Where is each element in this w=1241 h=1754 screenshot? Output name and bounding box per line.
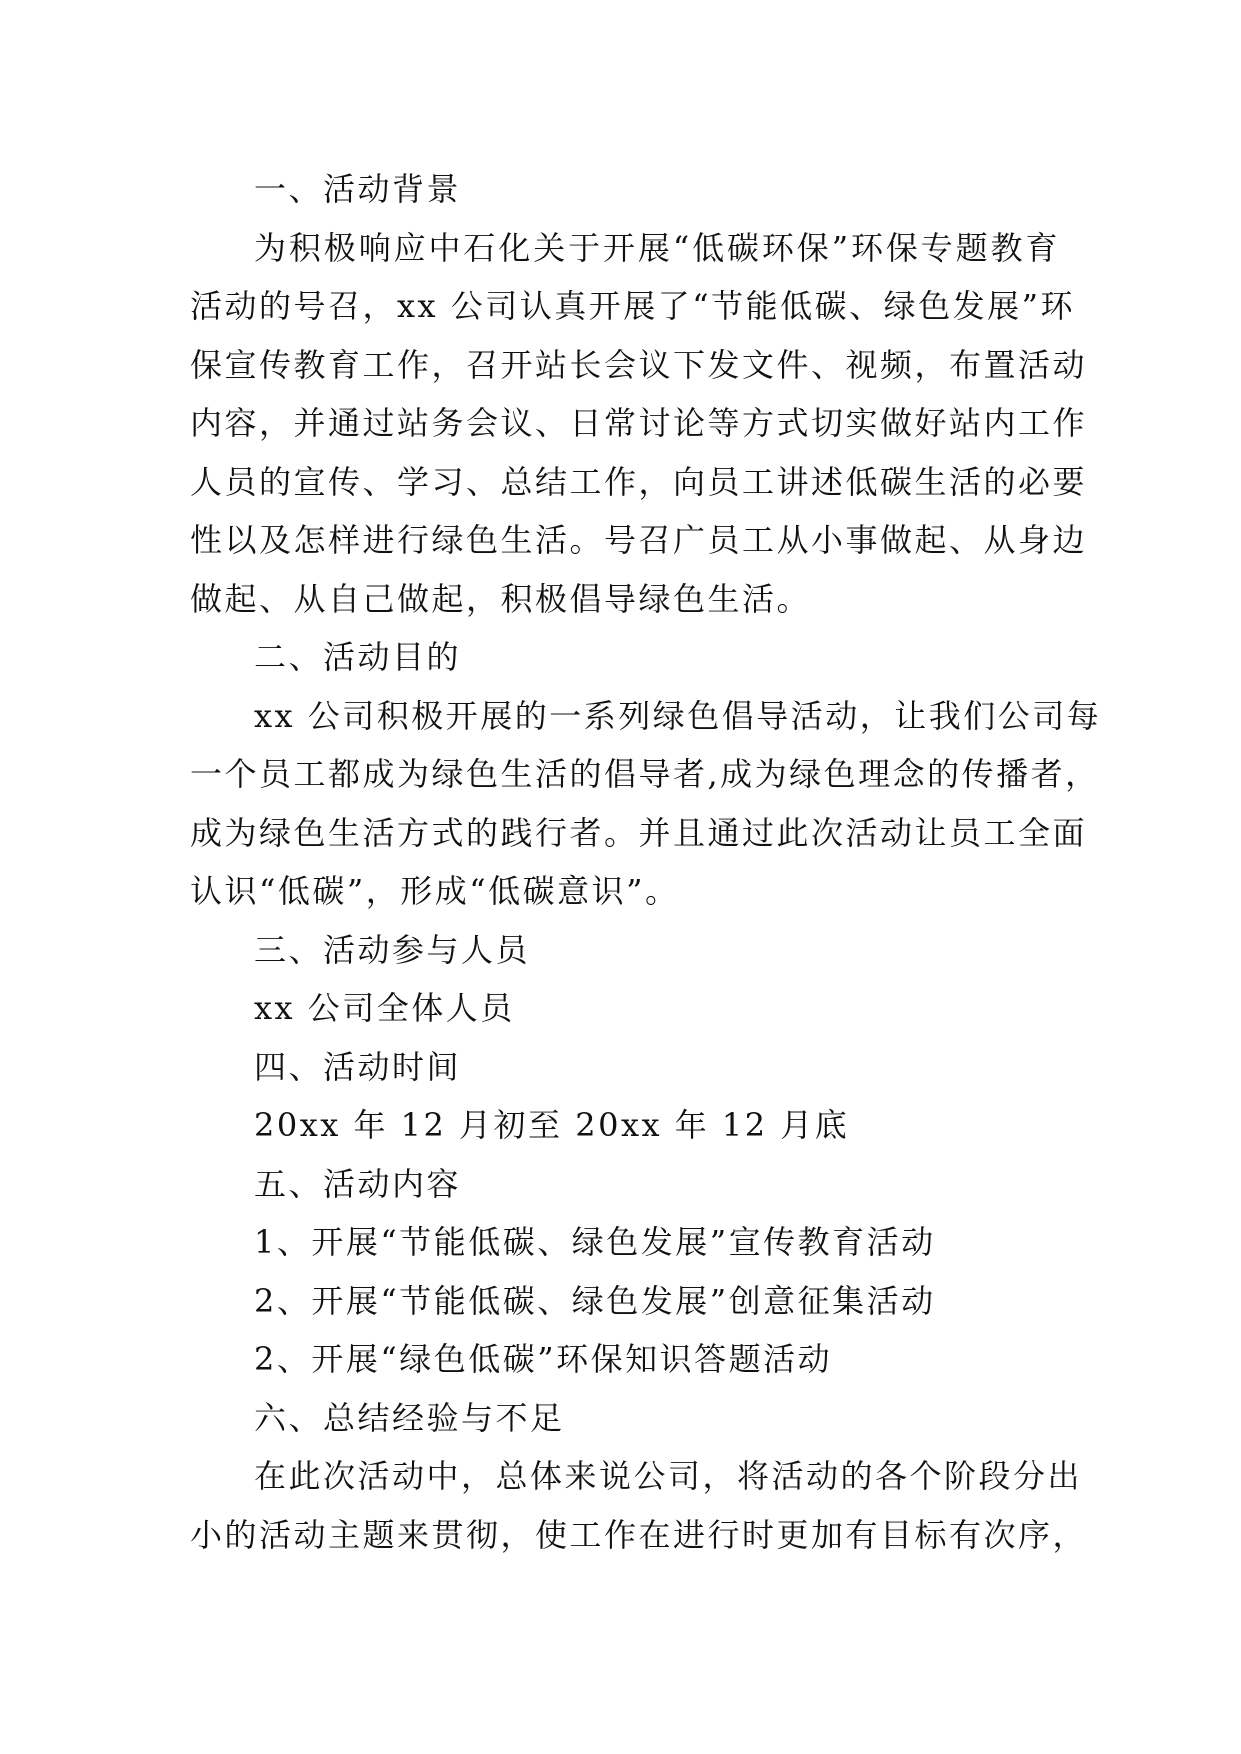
paragraph-line: 20xx 年 12 月初至 20xx 年 12 月底 [254,1106,850,1144]
paragraph-line: xx 公司积极开展的一系列绿色倡导活动，让我们公司每 [254,696,1102,735]
paragraph-line: 在此次活动中，总体来说公司，将活动的各个阶段分出 [254,1457,1083,1495]
paragraph-line: 内容，并通过站务会议、日常讨论等方式切实做好站内工作 [190,404,1088,442]
paragraph-line: 性以及怎样进行绿色生活。号召广员工从小事做起、从身边 [190,521,1088,559]
section-heading-summary: 六、总结经验与不足 [254,1398,565,1437]
section-heading-time: 四、活动时间 [254,1047,462,1086]
paragraph-line: 为积极响应中石化关于开展“低碳环保”环保专题教育 [254,228,1060,267]
list-item: 2、开展“节能低碳、绿色发展”创意征集活动 [254,1281,936,1320]
paragraph-line: 活动的号召，xx 公司认真开展了“节能低碳、绿色发展”环 [190,287,1075,325]
document-body [190,160,1102,1564]
list-item: 2、开展“绿色低碳”环保知识答题活动 [254,1340,833,1378]
paragraph-line: 认识“低碳”，形成“低碳意识”。 [190,872,680,910]
paragraph-line: 保宣传教育工作，召开站长会议下发文件、视频，布置活动 [190,345,1088,384]
paragraph-line: 人员的宣传、学习、总结工作，向员工讲述低碳生活的必要 [190,462,1088,501]
section-heading-content: 五、活动内容 [254,1164,462,1203]
paragraph-line: xx 公司全体人员 [254,989,515,1027]
paragraph-line: 小的活动主题来贯彻，使工作在进行时更加有目标有次序， [190,1515,1088,1554]
section-heading-background: 一、活动背景 [254,170,462,208]
section-heading-purpose: 二、活动目的 [254,638,462,676]
list-item: 1、开展“节能低碳、绿色发展”宣传教育活动 [254,1223,936,1261]
paragraph-line: 做起、从自己做起，积极倡导绿色生活。 [190,579,812,618]
section-heading-participants: 三、活动参与人员 [254,930,531,969]
paragraph-line: 一个员工都成为绿色生活的倡导者,成为绿色理念的传播者， [190,755,1100,793]
paragraph-line: 成为绿色生活方式的践行者。并且通过此次活动让员工全面 [190,813,1088,852]
